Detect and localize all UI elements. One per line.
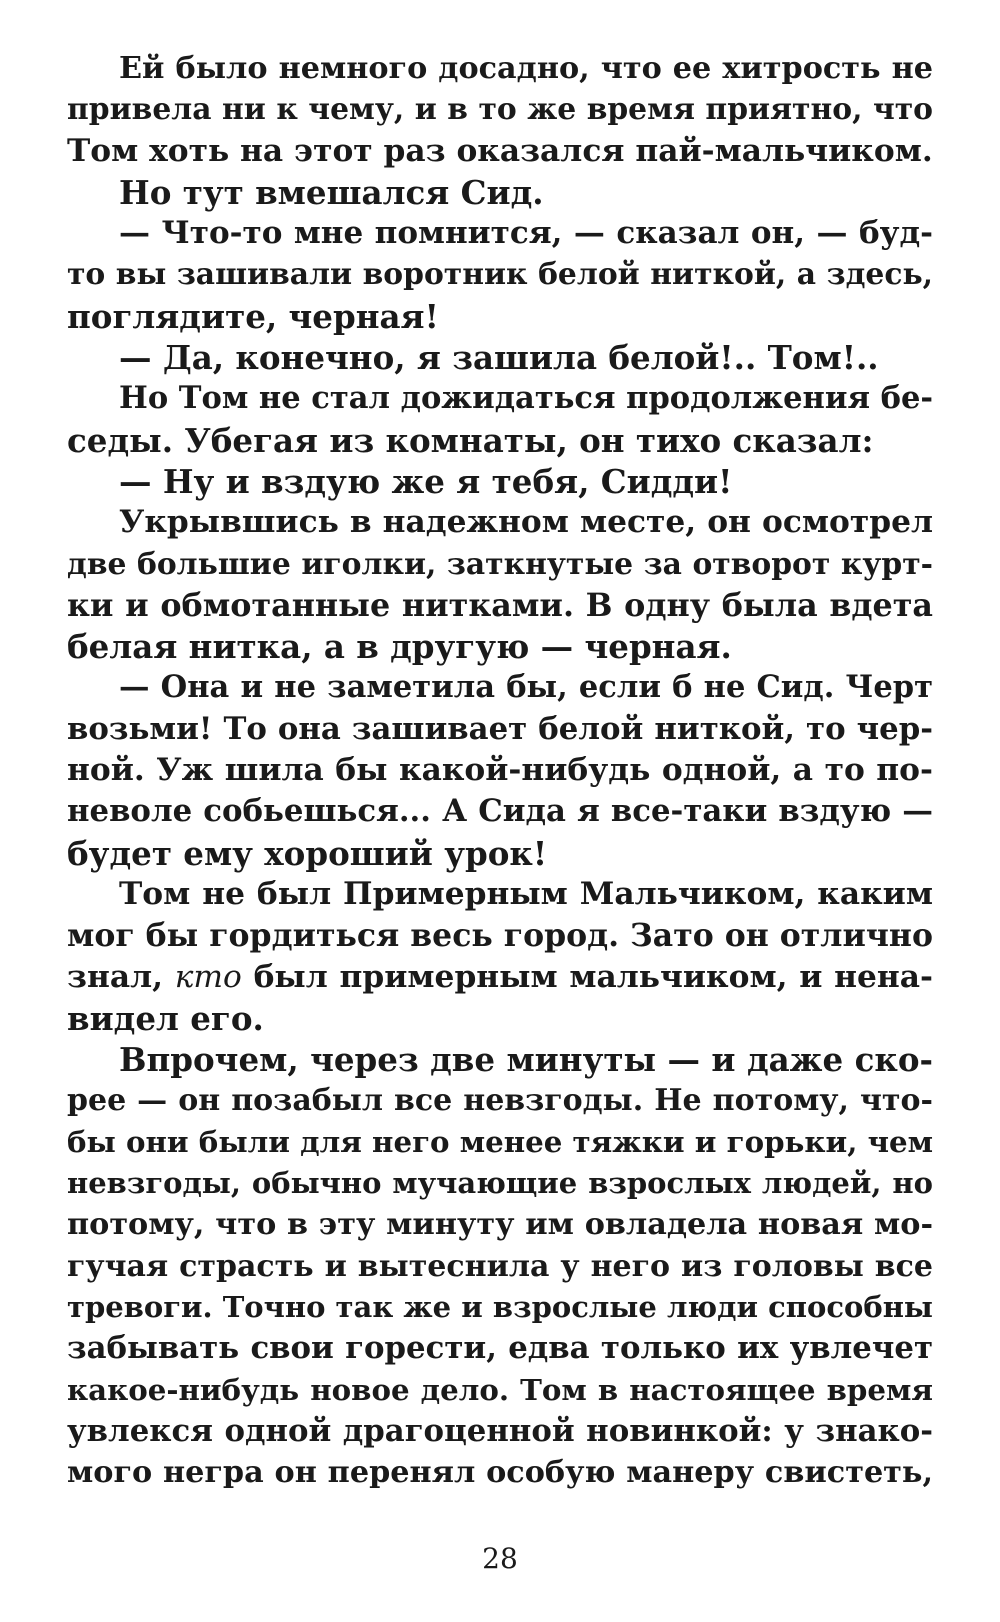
text-line: белая нитка, а в другую — черная. [67, 627, 732, 667]
text-line: — Она и не заметила бы, если б не Сид. Черт [119, 669, 933, 706]
text-line: гучая страсть и вытеснила у него из головы все [67, 1248, 933, 1284]
text-line [67, 957, 933, 998]
book-page-text [67, 48, 933, 1493]
text-line: какое-нибудь новое дело. Том в настоящее время [67, 1372, 933, 1407]
text-line: бы они были для него менее тяжки и горьки, чем [67, 1124, 934, 1159]
text-line: — Что-то мне помнится, — сказал он, — буд- [119, 215, 933, 252]
text-line: Том хоть на этот раз оказался пай-мальчиком. [67, 132, 933, 169]
text-line: видел его. [67, 998, 264, 1038]
text-line: — Ну и вздую же я тебя, Сидди! [119, 461, 733, 501]
text-line: мог бы гордиться весь город. Зато он отлично [67, 917, 933, 955]
text-line: Но тут вмешался Сид. [119, 172, 544, 212]
text-line: невзгоды, обычно мучающие взрослых людей, но [67, 1166, 933, 1201]
text-line: Ей было немного досадно, что ее хитрость не [119, 51, 933, 86]
text-line: Впрочем, через две минуты — и даже ско- [119, 1040, 933, 1080]
text-line: тревоги. Точно так же и взрослые люди способны [67, 1289, 933, 1324]
text-line: две большие иголки, заткнутые за отворот курт- [67, 546, 933, 582]
text-line: привела ни к чему, и в то же время приятно, что [67, 92, 933, 128]
italic-word: кто [174, 958, 242, 995]
text-line: ной. Уж шила бы какой-нибудь одной, а то по- [67, 752, 933, 789]
text-line: седы. Убегая из комнаты, он тихо сказал: [67, 420, 874, 460]
text-line: рее — он позабыл все невзгоды. Не потому, что- [67, 1083, 933, 1119]
text-line: будет ему хороший урок! [67, 833, 548, 873]
text-segment: был примерным мальчиком, и нена- [241, 958, 933, 995]
page-number: 28 [482, 1542, 518, 1575]
text-segment: знал, [67, 958, 175, 995]
text-line: то вы зашивали воротник белой ниткой, а здесь, [67, 257, 933, 293]
text-line: возьми! То она зашивает белой ниткой, то чер- [67, 710, 933, 747]
text-line: Том не был Примерным Мальчиком, каким [119, 875, 933, 912]
text-line: Укрывшись в надежном месте, он осмотрел [119, 504, 933, 541]
text-line: — Да, конечно, я зашила белой!.. Том!.. [119, 338, 879, 378]
text-line: поглядите, черная! [67, 296, 439, 336]
text-line: ки и обмотанные нитками. В одну была вдета [67, 586, 933, 624]
text-line: забывать свои горести, едва только их увлечет [67, 1330, 933, 1367]
text-line: Но Том не стал дожидаться продолжения бе- [119, 380, 934, 417]
text-line: увлекся одной драгоценной новинкой: у знако- [67, 1412, 933, 1449]
text-line: потому, что в эту минуту им овладела новая мо- [67, 1207, 933, 1243]
text-line: неволе собьешься... А Сида я все-таки вздую — [67, 793, 933, 830]
text-line: мого негра он перенял особую манеру свистеть, [67, 1455, 933, 1491]
